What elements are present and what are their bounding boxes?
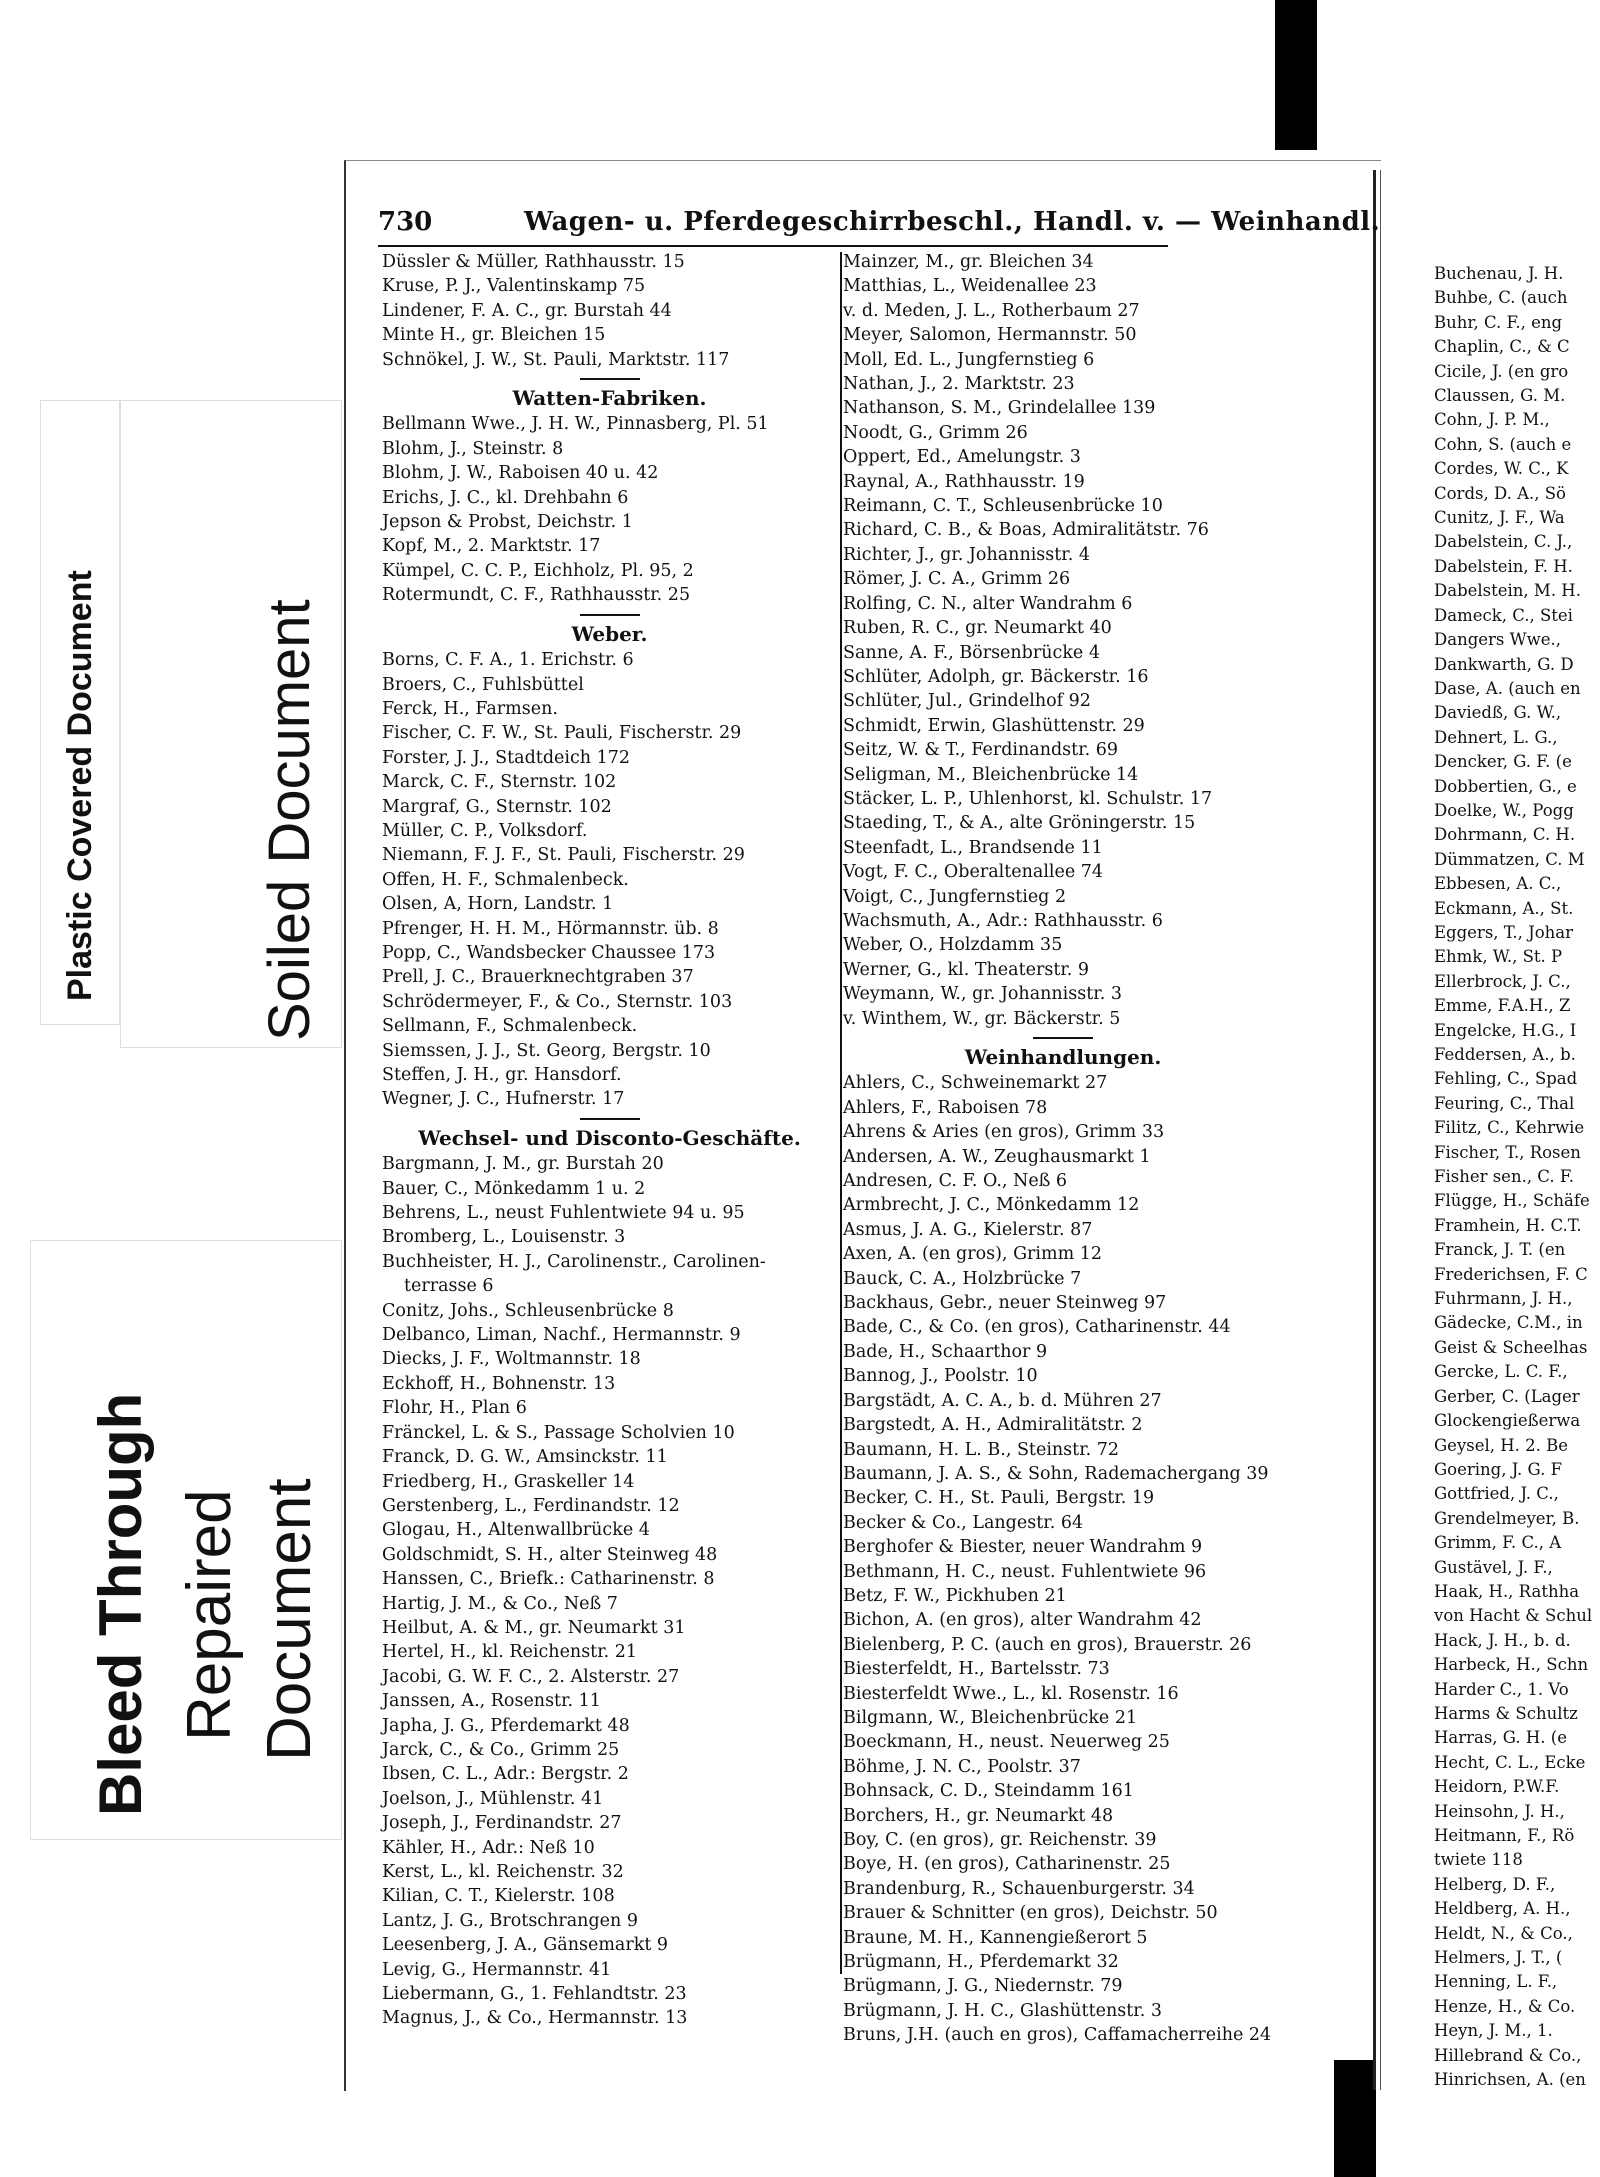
directory-entry: Bohnsack, C. D., Steindamm 161 [843, 1781, 1134, 1802]
directory-entry: Ahlers, C., Schweinemarkt 27 [843, 1073, 1108, 1094]
facing-page-entry: Dobbertien, G., e [1434, 776, 1577, 796]
facing-page-entry: Hecht, C. L., Ecke [1434, 1752, 1586, 1772]
directory-entry: Schrödermeyer, F., & Co., Sternstr. 103 [382, 991, 733, 1012]
facing-page-entry: Henze, H., & Co. [1434, 1996, 1576, 2016]
directory-entry: Baumann, J. A. S., & Sohn, Rademachergang 39 [843, 1463, 1269, 1484]
directory-entry: Seitz, W. & T., Ferdinandstr. 69 [843, 740, 1119, 761]
facing-page-entry: Dameck, C., Stei [1434, 605, 1573, 625]
directory-entry: Schlüter, Jul., Grindelhof 92 [843, 691, 1091, 712]
directory-entry: Joelson, J., Mühlenstr. 41 [382, 1788, 604, 1809]
directory-entry: Lindener, F. A. C., gr. Burstah 44 [382, 300, 672, 321]
facing-page-entry: Ebbesen, A. C., [1434, 874, 1562, 894]
directory-entry: Becker & Co., Langestr. 64 [843, 1512, 1084, 1533]
directory-entry: Andresen, C. F. O., Neß 6 [843, 1171, 1068, 1192]
scanner-edge-top [1275, 0, 1317, 150]
directory-entry: Boy, C. (en gros), gr. Reichenstr. 39 [843, 1830, 1157, 1850]
directory-entry: Römer, J. C. A., Grimm 26 [843, 569, 1071, 590]
page-header-title: Wagen- u. Pferdegeschirrbeschl., Handl. v. — Weinhandl. [524, 207, 1381, 237]
facing-page-entry: Eggers, T., Johar [1434, 922, 1573, 942]
section-rule [580, 1118, 640, 1120]
directory-entry: Noodt, G., Grimm 26 [843, 422, 1028, 443]
facing-page-entry: Harder C., 1. Vo [1434, 1679, 1569, 1699]
facing-page-entry: Harras, G. H. (e [1434, 1728, 1567, 1748]
section-rule [580, 378, 640, 380]
directory-entry: Hanssen, C., Briefk.: Catharinenstr. 8 [382, 1569, 715, 1590]
directory-entry: Rolfing, C. N., alter Wandrahm 6 [843, 593, 1133, 614]
directory-entry: Braune, M. H., Kannengießerort 5 [843, 1927, 1148, 1948]
soiled-label-card [120, 400, 342, 1048]
directory-entry: Levig, G., Hermannstr. 41 [382, 1959, 612, 1980]
directory-entry: Stäcker, L. P., Uhlenhorst, kl. Schulstr. 17 [843, 788, 1213, 809]
directory-entry: Hartig, J. M., & Co., Neß 7 [382, 1593, 618, 1614]
facing-page-column [1434, 262, 1600, 2092]
directory-entry: Gerstenberg, L., Ferdinandstr. 12 [382, 1495, 680, 1516]
directory-entry: Delbanco, Liman, Nachf., Hermannstr. 9 [382, 1325, 741, 1346]
damage-label-card [30, 1240, 342, 1840]
directory-entry: Kopf, M., 2. Marktstr. 17 [382, 536, 601, 557]
directory-entry: Borns, C. F. A., 1. Erichstr. 6 [382, 650, 634, 671]
facing-page-entry: twiete 118 [1434, 1850, 1523, 1870]
facing-page-entry: Grimm, F. C., A [1434, 1533, 1562, 1553]
section-rule [580, 614, 640, 616]
facing-page-entry: Cunitz, J. F., Wa [1434, 508, 1565, 528]
directory-entry: v. Winthem, W., gr. Bäckerstr. 5 [843, 1008, 1121, 1029]
directory-entry: Hertel, H., kl. Reichenstr. 21 [382, 1642, 638, 1663]
directory-entry: Kähler, H., Adr.: Neß 10 [382, 1837, 595, 1858]
directory-entry: Ahlers, F., Raboisen 78 [843, 1097, 1048, 1118]
directory-entry: Flohr, H., Plan 6 [382, 1398, 527, 1419]
facing-page-entry: Heinsohn, J. H., [1434, 1801, 1565, 1821]
section-rule [1033, 1037, 1093, 1039]
directory-entry: Margraf, G., Sternstr. 102 [382, 796, 612, 817]
directory-entry: Olsen, A, Horn, Landstr. 1 [382, 894, 614, 915]
directory-entry: Fränckel, L. & S., Passage Scholvien 10 [382, 1422, 735, 1443]
book-gutter [1373, 170, 1376, 2090]
facing-page-entry: Heitmann, F., Rö [1434, 1826, 1575, 1845]
plastic-covered-label-card [40, 400, 120, 1025]
directory-entry: Sanne, A. F., Börsenbrücke 4 [843, 642, 1100, 663]
directory-entry: Marck, C. F., Sternstr. 102 [382, 772, 617, 793]
section-heading: Weinhandlungen. [964, 1045, 1162, 1069]
directory-entry: Pfrenger, H. H. M., Hörmannstr. üb. 8 [382, 918, 719, 939]
directory-entry: Biesterfeldt Wwe., L., kl. Rosenstr. 16 [843, 1683, 1179, 1704]
directory-entry: Jarck, C., & Co., Grimm 25 [382, 1739, 620, 1760]
facing-page-entry: Cordes, W. C., K [1434, 459, 1569, 479]
facing-page-entry: Flügge, H., Schäfe [1434, 1191, 1590, 1211]
facing-page-entry: Cohn, S. (auch e [1434, 434, 1572, 454]
directory-entry: Brügmann, J. G., Niedernstr. 79 [843, 1976, 1123, 1997]
directory-entry: Bauck, C. A., Holzbrücke 7 [843, 1268, 1082, 1289]
directory-entry: Boeckmann, H., neust. Neuerweg 25 [843, 1732, 1170, 1753]
directory-column-right [843, 250, 1283, 2048]
plastic-covered-label: Plastic Covered Document [61, 570, 99, 1001]
facing-page-entry: Framhein, H. C.T. [1434, 1215, 1582, 1235]
facing-page-entry: Cicile, J. (en gro [1434, 361, 1569, 381]
directory-entry: Asmus, J. A. G., Kielerstr. 87 [843, 1219, 1093, 1240]
facing-page-entry: Fischer, T., Rosen [1434, 1142, 1581, 1162]
directory-entry: Vogt, F. C., Oberaltenallee 74 [843, 862, 1104, 883]
directory-entry: Becker, C. H., St. Pauli, Bergstr. 19 [843, 1488, 1155, 1509]
directory-entry: Bromberg, L., Louisenstr. 3 [382, 1227, 626, 1248]
directory-entry: Japha, J. G., Pferdemarkt 48 [382, 1715, 630, 1736]
facing-page-entry: Chaplin, C., & C [1434, 337, 1570, 357]
facing-page-entry: Doelke, W., Pogg [1434, 800, 1574, 820]
directory-entry: Blohm, J. W., Raboisen 40 u. 42 [382, 463, 659, 484]
directory-entry: Boye, H. (en gros), Catharinenstr. 25 [843, 1854, 1171, 1875]
directory-entry: Franck, D. G. W., Amsinckstr. 11 [382, 1447, 668, 1468]
facing-page-entry: Filitz, C., Kehrwie [1434, 1118, 1585, 1138]
facing-page-entry: Helmers, J. T., ( [1434, 1948, 1563, 1968]
facing-page-entry: Hack, J. H., b. d. [1434, 1630, 1571, 1650]
directory-column-left [382, 250, 837, 2031]
facing-page-entry: Henning, L. F., [1434, 1972, 1558, 1992]
directory-entry: terrasse 6 [404, 1276, 494, 1297]
directory-entry: Rotermundt, C. F., Rathhausstr. 25 [382, 585, 691, 606]
directory-entry: Bauer, C., Mönkedamm 1 u. 2 [382, 1178, 646, 1199]
header-rule [378, 245, 1168, 247]
directory-entry: Andersen, A. W., Zeughausmarkt 1 [843, 1146, 1151, 1167]
directory-entry: Janssen, A., Rosenstr. 11 [382, 1691, 601, 1712]
directory-entry: v. d. Meden, J. L., Rotherbaum 27 [843, 300, 1140, 321]
directory-entry: Bargstädt, A. C. A., b. d. Mühren 27 [843, 1390, 1162, 1411]
directory-entry: Popp, C., Wandsbecker Chaussee 173 [382, 942, 716, 963]
facing-page-entry: Dohrmann, C. H. [1434, 825, 1576, 845]
facing-page-entry: Harms & Schultz [1434, 1703, 1578, 1723]
facing-page-entry: Heldt, N., & Co., [1434, 1923, 1573, 1943]
facing-page-entry: Goering, J. G. F [1434, 1459, 1563, 1479]
facing-page-entry: Feuring, C., Thal [1434, 1093, 1575, 1113]
facing-page-entry: Dankwarth, G. D [1434, 654, 1574, 674]
facing-page-entry: Cords, D. A., Sö [1434, 483, 1566, 503]
page-number: 730 [378, 207, 433, 237]
facing-page-entry: Heyn, J. M., 1. [1434, 2021, 1553, 2041]
facing-page-entry: Dangers Wwe., [1434, 630, 1561, 650]
directory-entry: Moll, Ed. L., Jungfernstieg 6 [843, 349, 1095, 370]
facing-page-entry: Daviedß, G. W., [1434, 703, 1562, 723]
facing-page-entry: Franck, J. T. (en [1434, 1240, 1566, 1260]
directory-entry: Seligman, M., Bleichenbrücke 14 [843, 764, 1139, 785]
directory-entry: Ibsen, C. L., Adr.: Bergstr. 2 [382, 1764, 629, 1785]
directory-entry: Eckhoff, H., Bohnenstr. 13 [382, 1373, 616, 1394]
directory-entry: Heilbut, A. & M., gr. Neumarkt 31 [382, 1617, 686, 1638]
facing-page-entry: Emme, F.A.H., Z [1434, 996, 1571, 1016]
directory-entry: Reimann, C. T., Schleusenbrücke 10 [843, 496, 1163, 517]
directory-entry: Magnus, J., & Co., Hermannstr. 13 [382, 2008, 688, 2029]
directory-entry: Brandenburg, R., Schauenburgerstr. 34 [843, 1878, 1195, 1899]
directory-entry: Werner, G., kl. Theaterstr. 9 [843, 959, 1090, 980]
directory-entry: Brügmann, J. H. C., Glashüttenstr. 3 [843, 2000, 1162, 2021]
facing-page-entry: Dencker, G. F. (e [1434, 752, 1572, 772]
facing-page-entry: Geysel, H. 2. Be [1434, 1435, 1569, 1455]
directory-entry: Oppert, Ed., Amelungstr. 3 [843, 447, 1081, 468]
directory-entry: Behrens, L., neust Fuhlentwiete 94 u. 95 [382, 1203, 745, 1224]
facing-page-entry: Dabelstein, C. J., [1434, 532, 1573, 552]
bleed-through-label: Bleed Through [87, 1392, 154, 1816]
directory-entry: Niemann, F. J. F., St. Pauli, Fischerstr. 29 [382, 845, 745, 866]
directory-entry: Bruns, J.H. (auch en gros), Caffamacherreihe 24 [843, 2025, 1272, 2046]
facing-page-entry: Buhbe, C. (auch [1434, 288, 1568, 308]
facing-page-entry: von Hacht & Schul [1434, 1606, 1593, 1626]
facing-page-entry: Geist & Scheelhas [1434, 1337, 1588, 1357]
facing-page-entry: Dabelstein, M. H. [1434, 581, 1581, 601]
book-gutter-edge [1380, 170, 1381, 2090]
facing-page-entry: Gustävel, J. F., [1434, 1557, 1553, 1577]
directory-entry: Weymann, W., gr. Johannisstr. 3 [843, 984, 1122, 1005]
directory-entry: Bilgmann, W., Bleichenbrücke 21 [843, 1707, 1138, 1728]
directory-entry: Nathan, J., 2. Marktstr. 23 [843, 374, 1075, 395]
facing-page-entry: Fuhrmann, J. H., [1434, 1289, 1573, 1309]
directory-entry: Diecks, J. F., Woltmannstr. 18 [382, 1349, 641, 1370]
directory-entry: Axen, A. (en gros), Grimm 12 [843, 1244, 1103, 1265]
facing-page-entry: Gercke, L. C. F., [1434, 1362, 1568, 1382]
directory-entry: Goldschmidt, S. H., alter Steinweg 48 [382, 1544, 718, 1565]
directory-entry: Steenfadt, L., Brandsende 11 [843, 837, 1103, 858]
directory-entry: Siemssen, J. J., St. Georg, Bergstr. 10 [382, 1040, 711, 1061]
directory-entry: Kerst, L., kl. Reichenstr. 32 [382, 1862, 624, 1882]
directory-entry: Liebermann, G., 1. Fehlandtstr. 23 [382, 1984, 687, 2005]
facing-page-entry: Helberg, D. F., [1434, 1874, 1556, 1894]
directory-entry: Bade, C., & Co. (en gros), Catharinenstr. 44 [843, 1317, 1231, 1338]
directory-entry: Buchheister, H. J., Carolinenstr., Carolinen- [382, 1251, 766, 1272]
directory-entry: Bargmann, J. M., gr. Burstah 20 [382, 1154, 664, 1175]
facing-page-entry: Dabelstein, F. H. [1434, 556, 1573, 576]
directory-entry: Blohm, J., Steinstr. 8 [382, 438, 564, 459]
section-heading: Watten-Fabriken. [512, 386, 707, 411]
facing-page-entry: Dümmatzen, C. M [1434, 849, 1585, 869]
directory-entry: Kümpel, C. C. P., Eichholz, Pl. 95, 2 [382, 560, 694, 581]
facing-page-entry: Dehnert, L. G., [1434, 727, 1558, 747]
facing-page-entry: Gottfried, J. C., [1434, 1484, 1559, 1504]
directory-entry: Bethmann, H. C., neust. Fuhlentwiete 96 [843, 1561, 1207, 1582]
directory-entry: Kilian, C. T., Kielerstr. 108 [382, 1886, 615, 1907]
directory-entry: Broers, C., Fuhlsbüttel [382, 674, 584, 695]
directory-entry: Schmidt, Erwin, Glashüttenstr. 29 [843, 715, 1145, 736]
directory-entry: Meyer, Salomon, Hermannstr. 50 [843, 325, 1137, 346]
directory-entry: Voigt, C., Jungfernstieg 2 [843, 886, 1067, 907]
directory-entry: Wachsmuth, A., Adr.: Rathhausstr. 6 [843, 910, 1163, 931]
directory-entry: Böhme, J. N. C., Poolstr. 37 [843, 1756, 1081, 1777]
directory-entry: Offen, H. F., Schmalenbeck. [382, 869, 629, 890]
directory-entry: Conitz, Johs., Schleusenbrücke 8 [382, 1300, 674, 1321]
directory-entry: Glogau, H., Altenwallbrücke 4 [382, 1520, 650, 1541]
directory-entry: Jepson & Probst, Deichstr. 1 [382, 512, 633, 533]
soiled-label: Soiled Document [257, 599, 322, 1041]
directory-entry: Berghofer & Biester, neuer Wandrahm 9 [843, 1537, 1203, 1558]
facing-page-entry: Gerber, C. (Lager [1434, 1386, 1580, 1406]
column-divider [840, 252, 842, 1974]
directory-entry: Backhaus, Gebr., neuer Steinweg 97 [843, 1293, 1167, 1314]
directory-entry: Lantz, J. G., Brotschrangen 9 [382, 1910, 638, 1931]
directory-entry: Steffen, J. H., gr. Hansdorf. [382, 1065, 622, 1085]
facing-page-entry: Claussen, G. M. [1434, 386, 1566, 406]
directory-entry: Sellmann, F., Schmalenbeck. [382, 1016, 638, 1037]
facing-page-entry: Eckmann, A., St. [1434, 898, 1574, 918]
directory-entry: Fischer, C. F. W., St. Pauli, Fischerstr. 29 [382, 723, 742, 744]
directory-entry: Nathanson, S. M., Grindelallee 139 [843, 398, 1156, 419]
directory-entry: Leesenberg, J. A., Gänsemarkt 9 [382, 1935, 669, 1956]
directory-entry: Ferck, H., Farmsen. [382, 698, 558, 719]
directory-entry: Bielenberg, P. C. (auch en gros), Brauerstr. 26 [843, 1634, 1252, 1655]
facing-page-entry: Fisher sen., C. F. [1434, 1167, 1574, 1187]
directory-entry: Brügmann, H., Pferdemarkt 32 [843, 1952, 1119, 1973]
directory-entry: Richard, C. B., & Boas, Admiralitätstr. 76 [843, 520, 1209, 541]
directory-entry: Müller, C. P., Volksdorf. [382, 820, 588, 841]
directory-entry: Friedberg, H., Graskeller 14 [382, 1471, 635, 1492]
facing-page-entry: Heidorn, P.W.F. [1434, 1777, 1560, 1797]
directory-entry: Bargstedt, A. H., Admiralitätstr. 2 [843, 1415, 1143, 1436]
directory-entry: Raynal, A., Rathhausstr. 19 [843, 471, 1085, 492]
section-heading: Wechsel- und Disconto-Geschäfte. [418, 1125, 801, 1150]
directory-entry: Betz, F. W., Pickhuben 21 [843, 1585, 1067, 1606]
directory-entry: Bade, H., Schaarthor 9 [843, 1341, 1048, 1362]
directory-entry: Ruben, R. C., gr. Neumarkt 40 [843, 618, 1112, 639]
directory-entry: Joseph, J., Ferdinandstr. 27 [382, 1813, 622, 1834]
facing-page-entry: Gädecke, C.M., in [1434, 1313, 1583, 1333]
directory-entry: Borchers, H., gr. Neumarkt 48 [843, 1805, 1114, 1826]
document-label: Document [255, 1478, 324, 1761]
directory-entry: Bellmann Wwe., J. H. W., Pinnasberg, Pl. 51 [382, 414, 769, 435]
facing-page-entry: Dase, A. (auch en [1434, 678, 1581, 698]
directory-entry: Prell, J. C., Brauerknechtgraben 37 [382, 967, 694, 988]
directory-entry: Bichon, A. (en gros), alter Wandrahm 42 [843, 1610, 1202, 1631]
facing-page-entry: Heldberg, A. H., [1434, 1899, 1571, 1919]
directory-entry: Staeding, T., & A., alte Gröningerstr. 15 [843, 813, 1196, 834]
facing-page-entry: Feddersen, A., b. [1434, 1045, 1576, 1064]
directory-entry: Schnökel, J. W., St. Pauli, Marktstr. 117 [382, 349, 730, 370]
facing-page-entry: Fehling, C., Spad [1434, 1069, 1578, 1089]
facing-page-entry: Frederichsen, F. C [1434, 1264, 1588, 1284]
directory-entry: Biesterfeldt, H., Bartelsstr. 73 [843, 1659, 1110, 1680]
facing-page-entry: Grendelmeyer, B. [1434, 1508, 1580, 1528]
section-heading: Weber. [571, 621, 648, 646]
facing-page-entry: Buchenau, J. H. [1434, 264, 1564, 283]
facing-page-entry: Hinrichsen, A. (en [1434, 2070, 1586, 2090]
facing-page-entry: Cohn, J. P. M., [1434, 410, 1550, 430]
directory-entry: Erichs, J. C., kl. Drehbahn 6 [382, 487, 629, 508]
facing-page-entry: Harbeck, H., Schn [1434, 1655, 1589, 1675]
directory-entry: Richter, J., gr. Johannisstr. 4 [843, 544, 1091, 565]
facing-page-entry: Glockengießerwa [1434, 1411, 1581, 1431]
facing-page-entry: Engelcke, H.G., I [1434, 1020, 1577, 1040]
facing-page-entry: Buhr, C. F., eng [1434, 312, 1563, 332]
directory-entry: Wegner, J. C., Hufnerstr. 17 [382, 1089, 625, 1110]
directory-entry: Schlüter, Adolph, gr. Bäckerstr. 16 [843, 666, 1149, 687]
directory-entry: Matthias, L., Weidenallee 23 [843, 276, 1097, 297]
directory-entry: Brauer & Schnitter (en gros), Deichstr. 50 [843, 1903, 1218, 1924]
facing-page-entry: Ehmk, W., St. P [1434, 947, 1563, 967]
directory-entry: Bannog, J., Poolstr. 10 [843, 1366, 1038, 1387]
directory-entry: Mainzer, M., gr. Bleichen 34 [843, 252, 1094, 272]
facing-page-entry: Ellerbrock, J. C., [1434, 971, 1571, 991]
directory-entry: Düssler & Müller, Rathhausstr. 15 [382, 252, 685, 272]
directory-entry: Ahrens & Aries (en gros), Grimm 33 [843, 1122, 1165, 1143]
directory-entry: Armbrecht, J. C., Mönkedamm 12 [843, 1195, 1140, 1216]
directory-entry: Minte H., gr. Bleichen 15 [382, 325, 606, 346]
directory-entry: Weber, O., Holzdamm 35 [843, 935, 1063, 956]
directory-entry: Kruse, P. J., Valentinskamp 75 [382, 276, 646, 297]
directory-entry: Jacobi, G. W. F. C., 2. Alsterstr. 27 [382, 1666, 680, 1687]
facing-page-entry: Haak, H., Rathha [1434, 1581, 1580, 1601]
directory-entry: Baumann, H. L. B., Steinstr. 72 [843, 1439, 1120, 1460]
facing-page-entry: Hillebrand & Co., [1434, 2045, 1582, 2065]
repaired-label: Repaired [175, 1489, 244, 1741]
directory-entry: Forster, J. J., Stadtdeich 172 [382, 747, 631, 768]
